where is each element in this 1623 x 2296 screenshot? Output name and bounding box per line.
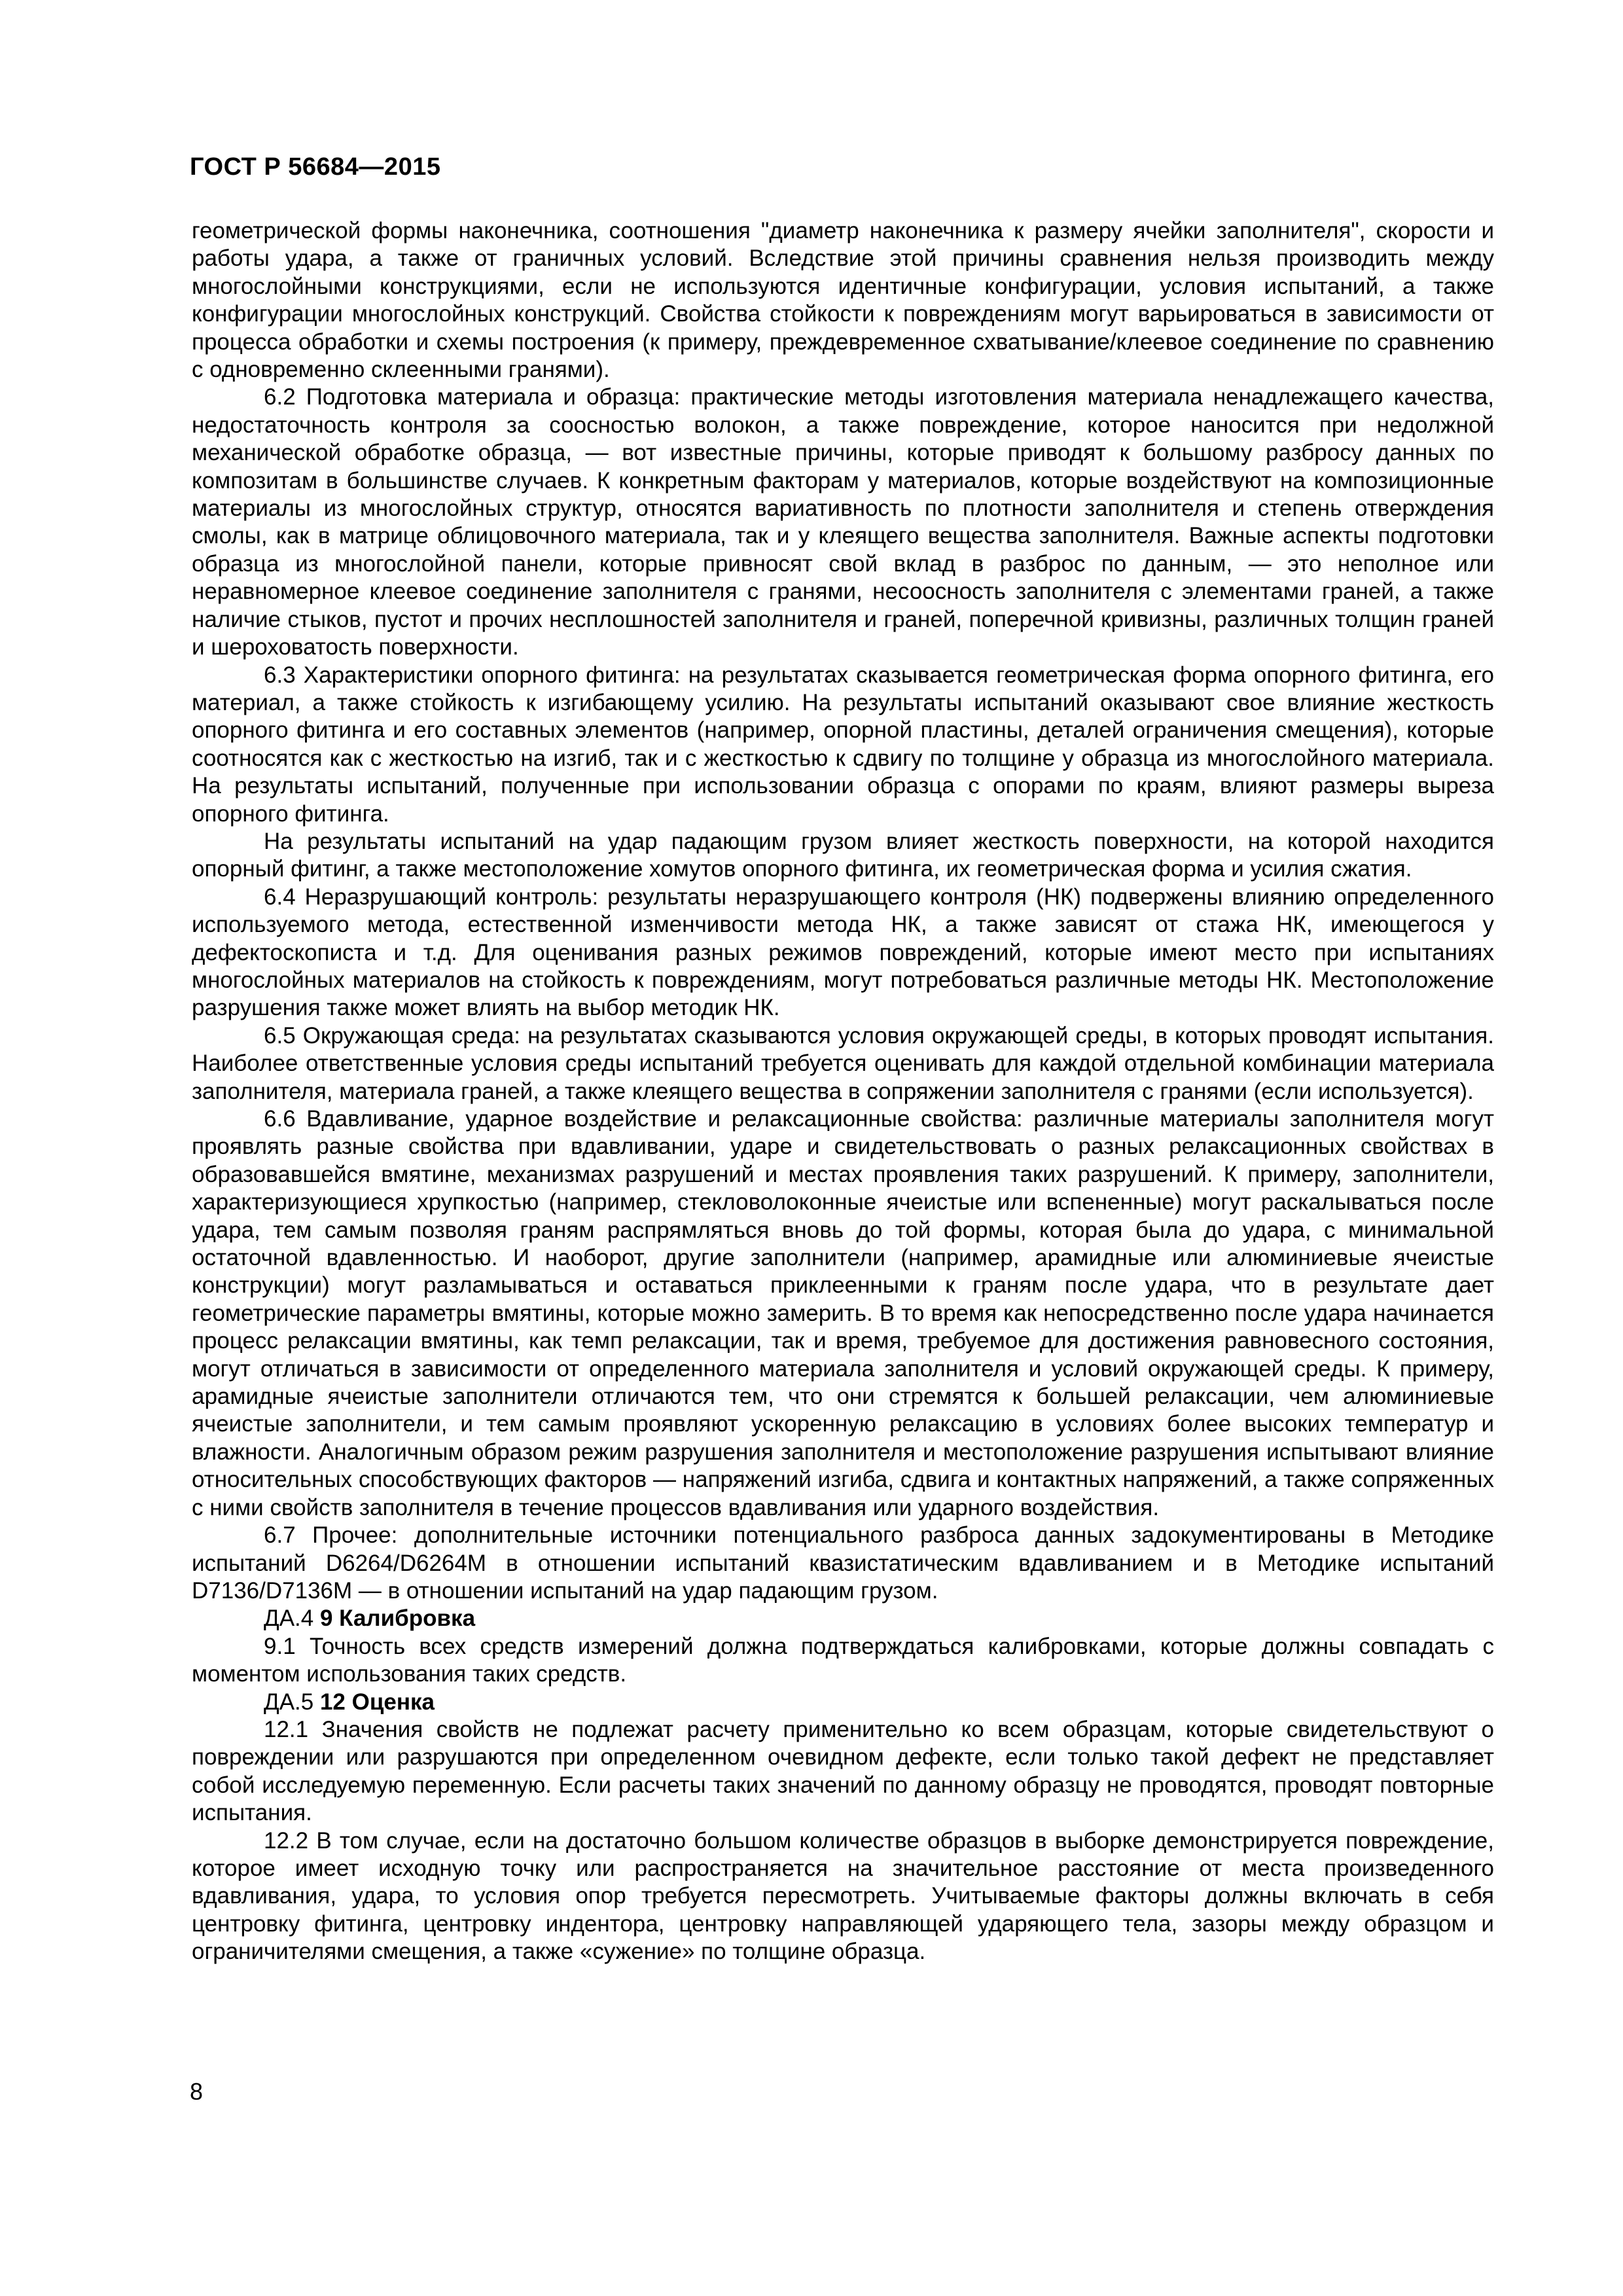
paragraph-6-7: 6.7 Прочее: дополнительные источники потенциального разброса данных задокументированы в Методике испытаний D6264/D6264M в отношении испытаний квазистатическим вдавливанием и в Методике испытаний D7136/D7136M — в отношении испытаний на удар падающим грузом.	[192, 1522, 1494, 1604]
document-standard-id: ГОСТ Р 56684—2015	[190, 153, 441, 181]
section-da4-title: 9 Калибровка	[319, 1605, 476, 1632]
section-da5-prefix: ДА.5	[264, 1689, 320, 1715]
document-body	[192, 217, 1494, 1966]
section-da4-prefix: ДА.4	[264, 1605, 320, 1632]
section-da5-title: 12 Оценка	[319, 1689, 435, 1715]
page-number: 8	[190, 2078, 204, 2105]
paragraph-6-3: 6.3 Характеристики опорного фитинга: на результатах сказывается геометрическая форма опорного фитинга, его материал, а также стойкость к изгибающему усилию. На результаты испытаний оказывают свое влияние жесткость опорного фитинга и его составных элементов (например, опорной пластины, деталей ограничения смещения), которые соотносятся как с жесткостью на изгиб, так и с жесткостью к сдвигу по толщине у образца из многослойного материала. На результаты испытаний, полученные при использовании образца с опорами по краям, влияют размеры выреза опорного фитинга.	[192, 662, 1494, 827]
paragraph-6-5: 6.5 Окружающая среда: на результатах сказываются условия окружающей среды, в которых проводят испытания. Наиболее ответственные условия среды испытаний требуется оценивать для каждой отдельной комбинации материала заполнителя, материала граней, а также клеящего вещества в сопряжении заполнителя с гранями (если используется).	[192, 1022, 1494, 1104]
paragraph-6-6: 6.6 Вдавливание, ударное воздействие и релаксационные свойства: различные материалы заполнителя могут проявлять разные свойства при вдавливании, ударе и свидетельствовать о разных релаксационных свойствах в образовавшейся вмятине, механизмах разрушений и местах проявления таких разрушений. К примеру, заполнители, характеризующиеся хрупкостью (например, стекловолоконные ячеистые или вспененные) могут раскалываться после удара, тем самым позволяя граням распрямляться вновь до той формы, которая была до удара, с минимальной остаточной вдавленностью. И наоборот, другие заполнители (например, арамидные или алюминиевые ячеистые конструкции) могут разламываться и оставаться приклеенными к граням после удара, что в результате дает геометрические параметры вмятины, которые можно замерить. В то время как непосредственно после удара начинается процесс релаксации вмятины, как темп релаксации, так и время, требуемое для достижения равновесного состояния, могут отличаться в зависимости от определенного материала заполнителя и условий окружающей среды. К примеру, арамидные ячеистые заполнители отличаются тем, что они стремятся к большей релаксации, чем алюминиевые ячеистые заполнители, и тем самым проявляют ускоренную релаксацию в условиях более высоких температур и влажности. Аналогичным образом режим разрушения заполнителя и местоположение разрушения испытывают влияние относительных способствующих факторов — напряжений изгиба, сдвига и контактных напряжений, а также сопряженных с ними свойств заполнителя в течение процессов вдавливания или ударного воздействия.	[192, 1106, 1494, 1520]
paragraph-6-4: 6.4 Неразрушающий контроль: результаты неразрушающего контроля (НК) подвержены влиянию определенного используемого метода, естественной изменчивости метода НК, а также зависят от стажа НК, имеющегося у дефектоскописта и т.д. Для оценивания разных режимов повреждений, которые имеют место при испытаниях многослойных материалов на стойкость к повреждениям, могут потребоваться различные методы НК. Местоположение разрушения также может влиять на выбор методик НК.	[192, 884, 1494, 1021]
paragraph-6-3-drop-weight: На результаты испытаний на удар падающим грузом влияет жесткость поверхности, на которой находится опорный фитинг, а также местоположение хомутов опорного фитинга, их геометрическая форма и усилия сжатия.	[192, 828, 1494, 882]
paragraph-12-1: 12.1 Значения свойств не подлежат расчету применительно ко всем образцам, которые свидетельствуют о повреждении или разрушаются при определенном очевидном дефекте, если только такой дефект не представляет собой исследуемую переменную. Если расчеты таких значений по данному образцу не проводятся, проводят повторные испытания.	[192, 1716, 1494, 1826]
section-da4-heading	[192, 1605, 1494, 1632]
paragraph-6-1-continuation: геометрической формы наконечника, соотношения "диаметр наконечника к размеру ячейки заполнителя", скорости и работы удара, а также от граничных условий. Вследствие этой причины сравнения нельзя производить между многослойными конструкциями, если не используются идентичные конфигурации, условия испытаний, а также конфигурации многослойных конструкций. Свойства стойкости к повреждениям могут варьироваться в зависимости от процесса обработки и схемы построения (к примеру, преждевременное схватывание/клеевое соединение по сравнению с одновременно склеенными гранями).	[192, 218, 1494, 383]
paragraph-9-1: 9.1 Точность всех средств измерений должна подтверждаться калибровками, которые должны совпадать с моментом использования таких средств.	[192, 1633, 1494, 1687]
paragraph-12-2: 12.2 В том случае, если на достаточно большом количестве образцов в выборке демонстрируется повреждение, которое имеет исходную точку или распространяется на значительное расстояние от места произведенного вдавливания, удара, то условия опор требуется пересмотреть. Учитываемые факторы должны включать в себя центровку фитинга, центровку индентора, центровку направляющей ударяющего тела, зазоры между образцом и ограничителями смещения, а также «сужение» по толщине образца.	[192, 1827, 1494, 1965]
paragraph-6-2: 6.2 Подготовка материала и образца: практические методы изготовления материала ненадлежащего качества, недостаточность контроля за соосностью волокон, а также повреждение, которое наносится при недолжной механической обработке образца, — вот известные причины, которые приводят к большому разбросу данных по композитам в большинстве случаев. К конкретным факторам у материалов, которые воздействуют на композиционные материалы из многослойных структур, относятся вариативность по плотности заполнителя и степень отверждения смолы, как в матрице облицовочного материала, так и у клеящего вещества заполнителя. Важные аспекты подготовки образца из многослойной панели, которые привносят свой вклад в разброс по данным, — это неполное или неравномерное клеевое соединение заполнителя с гранями, несоосность заполнителя с элементами граней, а также наличие стыков, пустот и прочих несплошностей заполнителя и граней, поперечной кривизны, различных толщин граней и шероховатость поверхности.	[192, 384, 1494, 660]
section-da5-heading	[192, 1689, 1494, 1716]
